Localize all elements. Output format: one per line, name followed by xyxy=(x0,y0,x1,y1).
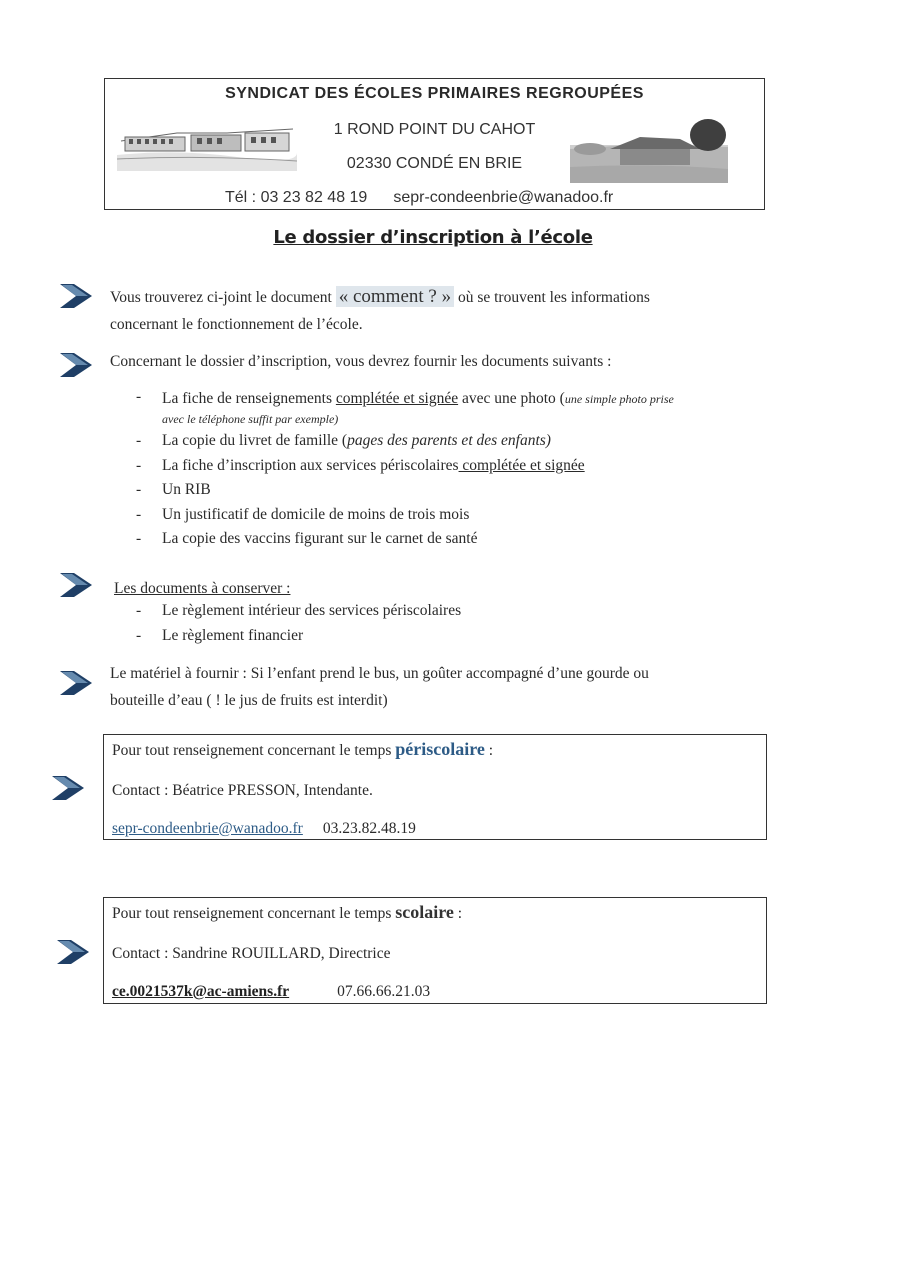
periscolaire-phone: 03.23.82.48.19 xyxy=(322,820,416,837)
page-title: Le dossier d’inscription à l’école xyxy=(273,227,593,248)
materiel-paragraph: Le matériel à fournir : Si l’enfant prend le bus, un goûter accompagné d’une gourde ou bouteille d’eau ( ! le jus de fruits est interdit) xyxy=(110,665,649,709)
list-item: - La fiche d’inscription aux services périscolaires complétée et signée xyxy=(136,456,585,474)
periscolaire-contact-details xyxy=(112,820,416,838)
scolaire-phone: 07.66.66.21.03 xyxy=(337,983,431,1000)
header-phone: Tél : 03 23 82 48 19 xyxy=(225,189,368,206)
list-item: - Le règlement financier xyxy=(136,626,304,644)
periscolaire-contact-box xyxy=(103,734,767,840)
periscolaire-intro: Pour tout renseignement concernant le temps périscolaire : xyxy=(112,739,494,759)
org-name: SYNDICAT DES ÉCOLES PRIMAIRES REGROUPÉES xyxy=(225,85,644,102)
scolaire-contact-details xyxy=(112,983,430,1001)
house-photo xyxy=(570,119,728,183)
scolaire-contact: Contact : Sandrine ROUILLARD, Directrice xyxy=(112,945,391,962)
list-item: - La fiche de renseignements complétée et signée avec une photo (une simple photo prise avec le téléphone suffit par exemple) xyxy=(136,388,674,426)
scolaire-email-link[interactable]: ce.0021537k@ac-amiens.fr xyxy=(112,983,290,1000)
conserver-heading: Les documents à conserver : xyxy=(114,580,291,597)
dossier-list xyxy=(136,387,674,552)
list-item: - Un justificatif de domicile de moins de trois mois xyxy=(136,505,470,523)
dossier-lead: Concernant le dossier d’inscription, vous devrez fournir les documents suivants : xyxy=(110,353,612,370)
periscolaire-contact: Contact : Béatrice PRESSON, Intendante. xyxy=(112,782,373,799)
scolaire-contact-box xyxy=(103,897,767,1004)
header-email[interactable]: sepr-condeenbrie@wanadoo.fr xyxy=(393,189,614,206)
list-item: - Un RIB xyxy=(136,481,211,498)
conserver-list xyxy=(136,599,461,648)
list-item: - La copie du livret de famille (pages des parents et des enfants) xyxy=(136,432,551,449)
list-item: - La copie des vaccins figurant sur le carnet de santé xyxy=(136,530,478,547)
intro-paragraph: Vous trouverez ci-joint le document « comment ? » où se trouvent les informations concernant le fonctionnement de l’école. xyxy=(110,286,650,333)
address-city: 02330 CONDÉ EN BRIE xyxy=(346,155,523,172)
chevron-bullet-icon xyxy=(58,571,94,599)
contact-line xyxy=(225,189,613,207)
comment-doc-highlight: « comment ? » xyxy=(336,286,454,307)
chevron-bullet-icon xyxy=(58,351,94,379)
scolaire-intro: Pour tout renseignement concernant le temps scolaire : xyxy=(112,902,463,922)
list-item: - Le règlement intérieur des services périscolaires xyxy=(136,602,462,619)
address-street: 1 ROND POINT DU CAHOT xyxy=(333,121,536,138)
chevron-bullet-icon xyxy=(58,282,94,310)
chevron-bullet-icon xyxy=(50,774,86,802)
chevron-bullet-icon xyxy=(55,938,91,966)
letterhead xyxy=(104,78,765,210)
periscolaire-email-link[interactable]: sepr-condeenbrie@wanadoo.fr xyxy=(112,820,303,837)
chevron-bullet-icon xyxy=(58,669,94,697)
